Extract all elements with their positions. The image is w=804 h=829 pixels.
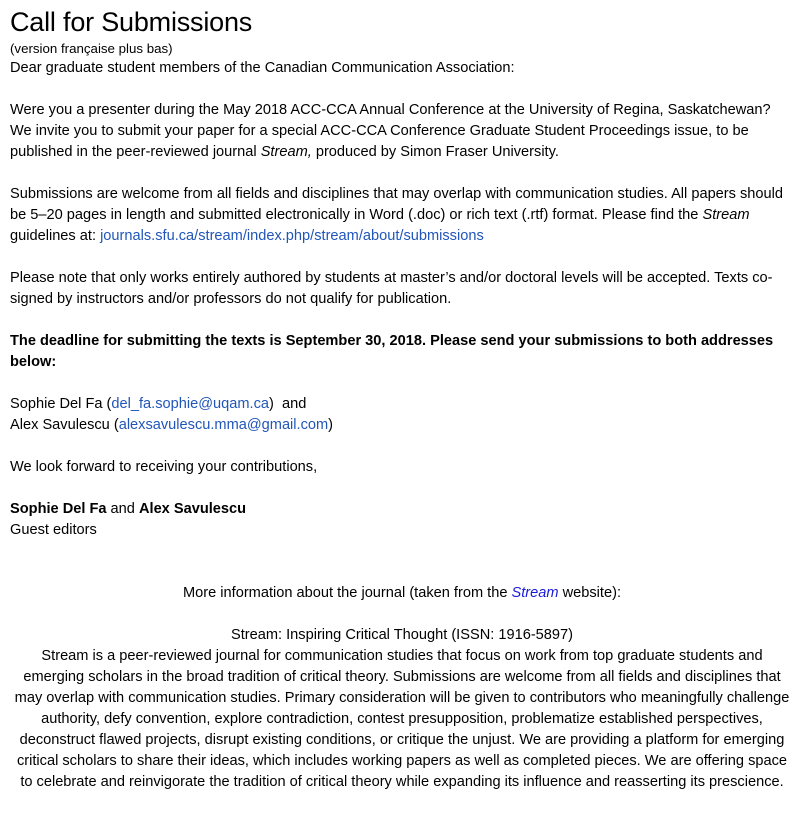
contact-name: Sophie Del Fa	[10, 396, 103, 412]
intro-text-end: produced by Simon Fraser University.	[311, 144, 559, 160]
intro-text: Were you a presenter during the May 2018 ACC-CCA Annual Conference at the University of Regina, Saskatchewan? We invite you to submit your paper for a special ACC-CCA Conference Graduate Student Proceedings issue, to be published in the peer-reviewed journal	[10, 102, 771, 160]
guidelines-text: Submissions are welcome from all fields and disciplines that may overlap with communication studies. All papers should be 5–20 pages in length and submitted electronically in Word (.doc) or rich text (.rtf) format. Please find the	[10, 186, 784, 223]
email-link[interactable]: alexsavulescu.mma@gmail.com	[118, 417, 329, 433]
contact-name: Alex Savulescu	[10, 417, 110, 433]
stream-journal-name: Stream,	[260, 144, 312, 160]
signature-and: and	[106, 501, 139, 517]
closing-line: We look forward to receiving your contributions,	[10, 459, 318, 475]
journal-title: Stream: Inspiring Critical Thought (ISSN: 1916-5897)	[230, 627, 574, 643]
salutation: Dear graduate student members of the Canadian Communication Association:	[10, 60, 515, 76]
submission-guidelines-paragraph	[10, 184, 794, 247]
signature-line	[10, 499, 794, 520]
contact-suffix: and	[273, 396, 307, 412]
more-info-text-end: website):	[558, 585, 622, 601]
deadline-text: The deadline for submitting the texts is September 30, 2018. Please send your submissions to both addresses below:	[10, 333, 774, 370]
french-version-note: (version française plus bas)	[10, 41, 173, 56]
stream-website-link[interactable]: Stream	[511, 585, 559, 601]
guidelines-link[interactable]: journals.sfu.ca/stream/index.php/stream/about/submissions	[100, 228, 484, 244]
contact-line: Sophie Del Fa (del_fa.sophie@uqam.ca) and	[10, 396, 307, 412]
signer-name: Alex Savulescu	[138, 501, 247, 517]
journal-description: Stream is a peer-reviewed journal for communication studies that focus on work from top graduate students and emerging scholars in the broad tradition of critical theory. Submissions are welcome from all fields and disciplines that may overlap with communication studies. Primary consideration will be given to contributors who meaningfully challenge authority, defy convention, explore contradiction, contest presupposition, problematize established perspectives, deconstruct flawed projects, disrupt existing conditions, or critique the unjust. We are providing a platform for emerging critical scholars to share their ideas, which includes working papers as well as completed pieces. We are offering space to celebrate and reinvigorate the tradition of critical theory while expanding its influence and reasserting its prescience.	[14, 648, 790, 790]
guidelines-at-text: guidelines at:	[10, 228, 101, 244]
more-info-text: More information about the journal (taken from the	[182, 585, 512, 601]
more-info-line	[10, 583, 794, 604]
signer-name: Sophie Del Fa	[10, 501, 107, 517]
stream-journal-name: Stream	[702, 207, 750, 223]
signer-role: Guest editors	[10, 522, 97, 538]
page-title: Call for Submissions	[10, 7, 253, 37]
eligibility-paragraph: Please note that only works entirely authored by students at master’s and/or doctoral levels will be accepted. Texts co-signed by instructors and/or professors do not qualify for publication.	[10, 270, 773, 307]
contact-line: Alex Savulescu (alexsavulescu.mma@gmail.com)	[10, 417, 334, 433]
email-link[interactable]: del_fa.sophie@uqam.ca	[111, 396, 270, 412]
deadline-paragraph	[10, 331, 794, 373]
document-page	[10, 6, 794, 793]
intro-paragraph	[10, 100, 794, 163]
